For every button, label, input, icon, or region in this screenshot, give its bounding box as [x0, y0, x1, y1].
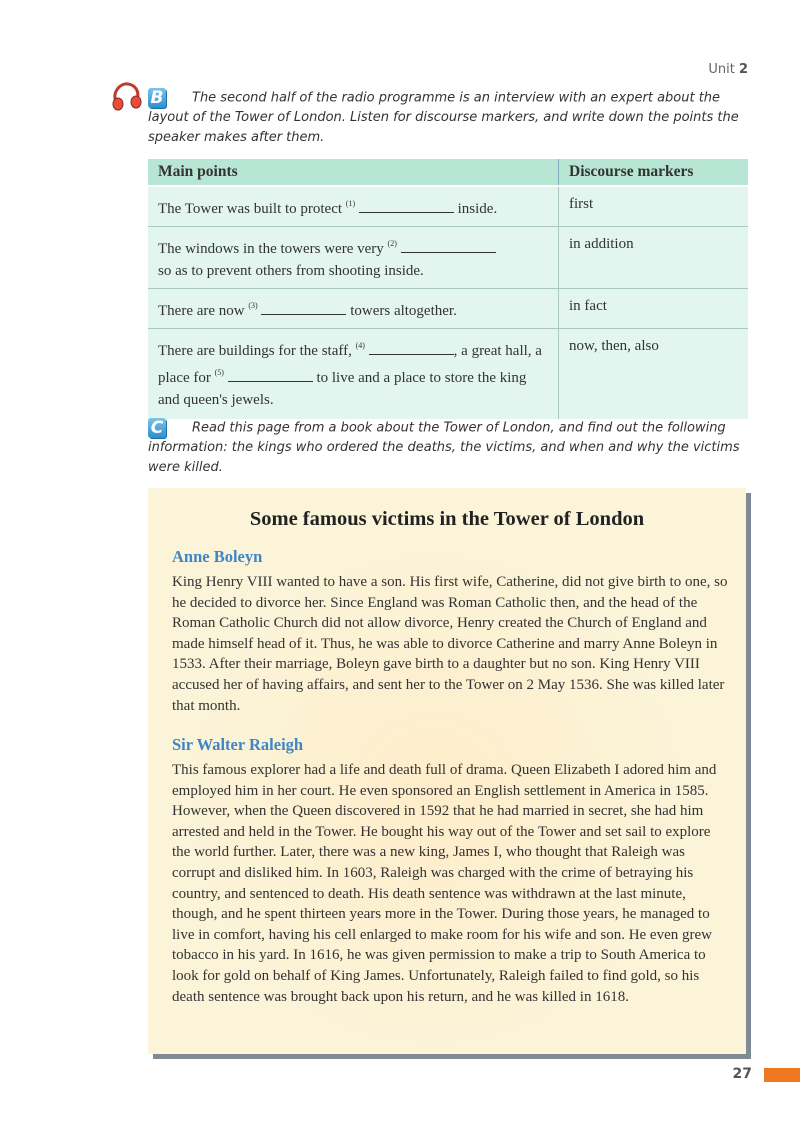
- marker-cell: in addition: [559, 227, 749, 289]
- book-title: Some famous victims in the Tower of London: [249, 508, 645, 530]
- answer-blank-5[interactable]: [228, 367, 313, 382]
- table-row: [148, 329, 748, 420]
- headphones-icon: [110, 80, 146, 114]
- main-points-table: [148, 159, 748, 419]
- paragraph-walter-raleigh: This famous explorer had a life and death full of drama. Queen Elizabeth I adored him and employed him in her court. He even sponsored an English settlement in America in 1585. However, when the Queen discovered in 1592 that he had married in secret, she had him arrested and held in the Tower. He bought his way out of the Tower and set sail to explore the world further. Later, there was a new king, James I, who thought that Raleigh was corrupt and disliked him. In 1603, Raleigh was charged with the crime of betraying his country, and sentenced to death. His death sentence was withdrawn at the last minute, though, and he spent thirteen years more in the Tower. During those years, he managed to live in comfort, having his cell enlarged to make room for his wife and son. He even grew tobacco in his yard. In 1616, he was given permission to make a trip to South America to look for gold on behalf of King James. Unfortunately, Raleigh failed to find gold, so his death sentence was brought back upon his return, and he was killed in 1618.: [172, 762, 717, 1005]
- unit-label: Unit 2: [708, 62, 748, 77]
- marker-cell: first: [559, 186, 749, 227]
- section-c-badge: C: [148, 418, 166, 438]
- table-row: [148, 186, 748, 227]
- main-point-cell: There are now $^{(3)}$ towers altogether.: [148, 289, 559, 329]
- answer-blank-4[interactable]: [369, 340, 454, 355]
- paragraph-anne-boleyn: King Henry VIII wanted to have a son. His first wife, Catherine, did not give birth to one, so he decided to divorce her. Since England was Roman Catholic then, and the head of the Roman Catholic Church did not allow divorce, Henry created the Church of England and made himself head of it. Thus, he was able to divorce Catherine and marry Anne Boleyn in 1533. After their marriage, Boleyn gave birth to a daughter but no son. King Henry VIII accused her of having affairs, and sent her to the Tower on 2 May 1536. She was killed later that month.: [172, 574, 728, 714]
- table-row: [148, 289, 748, 329]
- answer-blank-3[interactable]: [261, 300, 346, 315]
- marker-cell: now, then, also: [559, 329, 749, 420]
- table-header-main-points: Main points: [148, 159, 559, 186]
- main-point-cell: There are buildings for the staff, $^{(4)}$ , a great hall, a place for $^{(5)}$ to live and a place to store the king and queen's jewels.: [148, 329, 559, 420]
- table-row: [148, 227, 748, 289]
- answer-blank-2[interactable]: [401, 238, 496, 253]
- answer-blank-1[interactable]: [359, 198, 454, 213]
- table-header-discourse-markers: Discourse markers: [559, 159, 749, 186]
- page-number-bar: [764, 1068, 800, 1082]
- section-c-instruction: C Read this page from a book about the Tower of London, and find out the following information: the kings who ordered the deaths, the victims, and when and why the victims were killed.: [148, 418, 740, 475]
- main-point-cell: The Tower was built to protect $^{(1)}$ inside.: [148, 186, 559, 227]
- section-heading-anne-boleyn: Anne Boleyn: [172, 547, 263, 566]
- section-b-instruction: B The second half of the radio programme is an interview with an expert about the layout of the Tower of London. Listen for discourse markers, and write down the points the speaker makes after them.: [148, 88, 739, 145]
- section-b-badge: B: [148, 88, 166, 108]
- section-heading-walter-raleigh: Sir Walter Raleigh: [172, 735, 304, 754]
- main-point-cell: The windows in the towers were very $^{(2)}$ so as to prevent others from shooting inside.: [148, 227, 559, 289]
- page-number: 27: [732, 1066, 752, 1082]
- book-excerpt-panel: [148, 488, 746, 1054]
- marker-cell: in fact: [559, 289, 749, 329]
